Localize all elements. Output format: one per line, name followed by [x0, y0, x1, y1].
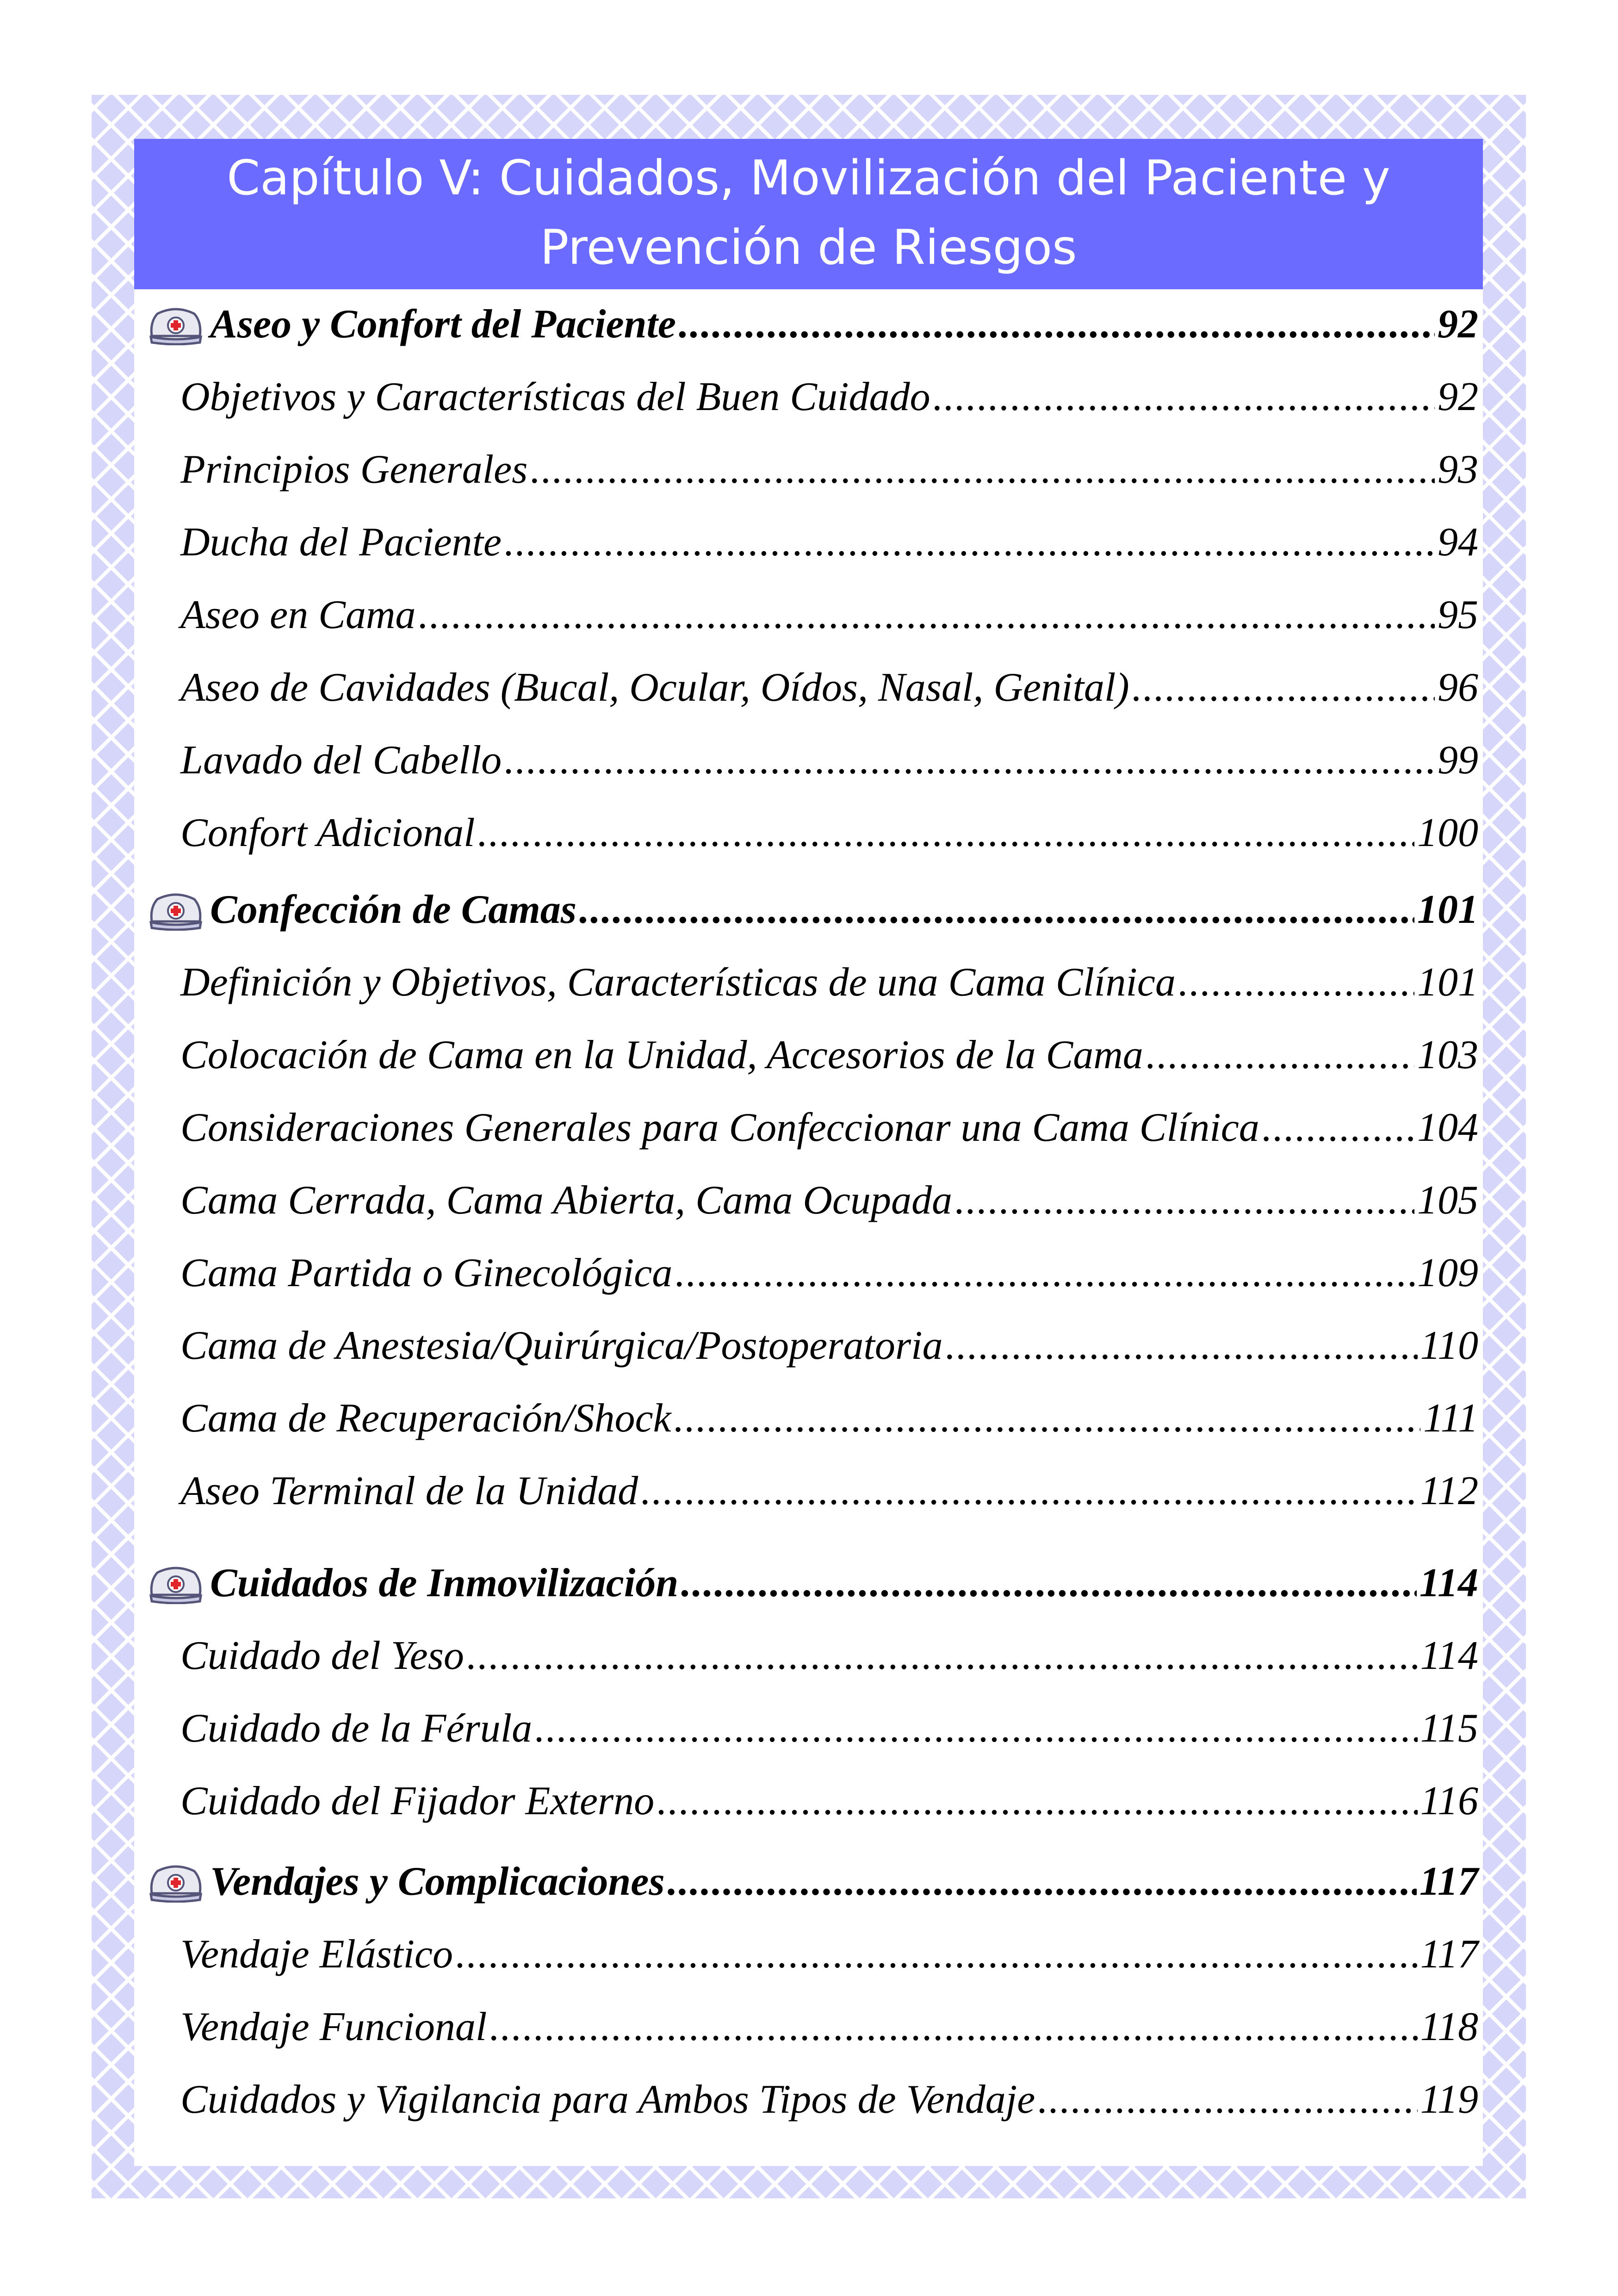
- toc-entry-page-number: 101: [1417, 960, 1478, 1005]
- toc-entry-title: Vendaje Funcional: [180, 2004, 487, 2049]
- dot-leader: [1038, 2076, 1417, 2123]
- toc-entry-page-number: 118: [1420, 2004, 1478, 2049]
- dot-leader: [955, 1177, 1414, 1224]
- toc-entry-page-number: 96: [1438, 665, 1478, 710]
- toc-section-page-number: 101: [1417, 887, 1478, 932]
- toc-section-title: Confección de Camas: [210, 887, 577, 932]
- dot-leader: [467, 1632, 1418, 1679]
- dot-leader: [1262, 1104, 1414, 1151]
- toc-entry-title: Aseo de Cavidades (Bucal, Ocular, Oídos, Nasal, Genital): [180, 665, 1129, 710]
- dot-leader: [418, 591, 1435, 638]
- dot-leader: [579, 886, 1414, 933]
- dot-leader: [641, 1468, 1417, 1514]
- toc-entry[interactable]: [180, 959, 1478, 1006]
- toc-entry[interactable]: [180, 1632, 1478, 1679]
- toc-entry-page-number: 111: [1423, 1396, 1478, 1441]
- toc-entry-title: Cama Cerrada, Cama Abierta, Cama Ocupada: [180, 1178, 952, 1223]
- toc-entry-title: Cuidado de la Férula: [180, 1706, 533, 1751]
- toc-section-heading[interactable]: [148, 1858, 1478, 1905]
- toc-entry-page-number: 110: [1420, 1323, 1478, 1368]
- toc-entry[interactable]: [180, 1104, 1478, 1151]
- dot-leader: [504, 737, 1435, 784]
- toc-entry[interactable]: [180, 1032, 1478, 1078]
- toc-entry-title: Consideraciones Generales para Confeccionar una Cama Clínica: [180, 1105, 1259, 1150]
- toc-entry[interactable]: [180, 591, 1478, 638]
- toc-section-heading[interactable]: [148, 886, 1478, 933]
- toc-entry-page-number: 94: [1438, 520, 1478, 565]
- dot-leader: [946, 1322, 1418, 1369]
- toc-entry-page-number: 119: [1420, 2077, 1478, 2122]
- toc-entry-page-number: 103: [1417, 1033, 1478, 1077]
- toc-entry-title: Vendaje Elástico: [180, 1932, 453, 1977]
- toc-entry[interactable]: [180, 1177, 1478, 1224]
- toc-entry[interactable]: [180, 2076, 1478, 2123]
- nurse-cap-icon: [148, 889, 204, 931]
- nurse-cap-icon: [148, 304, 204, 345]
- toc-entry-page-number: 99: [1438, 738, 1478, 783]
- dot-leader: [657, 1778, 1417, 1824]
- toc-entry-title: Principios Generales: [180, 447, 528, 492]
- toc-entry-title: Aseo Terminal de la Unidad: [180, 1468, 639, 1513]
- toc-entry-page-number: 92: [1438, 374, 1478, 419]
- toc-entry[interactable]: [180, 1250, 1478, 1296]
- toc-entry-title: Confort Adicional: [180, 810, 475, 855]
- toc-section-title: Vendajes y Complicaciones: [210, 1859, 665, 1904]
- dot-leader: [933, 373, 1435, 420]
- toc-entry-title: Colocación de Cama en la Unidad, Accesorios de la Cama: [180, 1033, 1143, 1077]
- dot-leader: [1178, 959, 1414, 1006]
- dot-leader: [535, 1705, 1417, 1752]
- toc-entry-page-number: 116: [1420, 1779, 1478, 1823]
- toc-entry-title: Definición y Objetivos, Características de una Cama Clínica: [180, 960, 1176, 1005]
- toc-entry-title: Cama de Anestesia/Quirúrgica/Postoperatoria: [180, 1323, 943, 1368]
- toc-entry-title: Cama Partida o Ginecológica: [180, 1251, 673, 1295]
- toc-entry-page-number: 112: [1420, 1468, 1478, 1513]
- toc-entry[interactable]: [180, 1705, 1478, 1752]
- dot-leader: [504, 519, 1435, 566]
- toc-section-heading[interactable]: [148, 301, 1478, 348]
- toc-entry[interactable]: [180, 1931, 1478, 1978]
- nurse-cap-icon: [148, 1562, 204, 1604]
- toc-section-page-number: 114: [1419, 1561, 1478, 1605]
- toc-section-page-number: 117: [1419, 1859, 1478, 1904]
- dot-leader: [668, 1858, 1417, 1905]
- toc-entry-title: Aseo en Cama: [180, 592, 416, 637]
- chapter-title-line-1: Capítulo V: Cuidados, Movilización del Paciente y: [227, 150, 1390, 206]
- toc-entry[interactable]: [180, 664, 1478, 711]
- dot-leader: [477, 809, 1414, 856]
- toc-entry-page-number: 100: [1417, 810, 1478, 855]
- toc-entry[interactable]: [180, 1468, 1478, 1514]
- toc-entry-page-number: 93: [1438, 447, 1478, 492]
- toc-entry-title: Cama de Recuperación/Shock: [180, 1396, 671, 1441]
- dot-leader: [1132, 664, 1435, 711]
- toc-entry-page-number: 114: [1420, 1633, 1478, 1678]
- toc-entry-page-number: 117: [1420, 1932, 1478, 1977]
- toc-entry-page-number: 95: [1438, 592, 1478, 637]
- toc-entry-page-number: 104: [1417, 1105, 1478, 1150]
- toc-entry-page-number: 109: [1417, 1251, 1478, 1295]
- dot-leader: [1146, 1032, 1414, 1078]
- dot-leader: [681, 1560, 1417, 1606]
- toc-entry-title: Cuidados y Vigilancia para Ambos Tipos de Vendaje: [180, 2077, 1035, 2122]
- dot-leader: [530, 446, 1435, 493]
- toc-entry[interactable]: [180, 519, 1478, 566]
- toc-entry-page-number: 105: [1417, 1178, 1478, 1223]
- toc-section-title: Cuidados de Inmovilización: [210, 1561, 679, 1605]
- nurse-cap-icon: [148, 1861, 204, 1903]
- toc-entry-title: Objetivos y Características del Buen Cuidado: [180, 374, 930, 419]
- chapter-header: [134, 139, 1483, 289]
- dot-leader: [679, 301, 1435, 348]
- toc-entry[interactable]: [180, 446, 1478, 493]
- dot-leader: [490, 2004, 1417, 2050]
- toc-entry[interactable]: [180, 1395, 1478, 1442]
- toc-entry-page-number: 115: [1420, 1706, 1478, 1751]
- toc-entry[interactable]: [180, 1322, 1478, 1369]
- toc-entry-title: Lavado del Cabello: [180, 738, 502, 783]
- toc-section-heading[interactable]: [148, 1560, 1478, 1606]
- dot-leader: [456, 1931, 1418, 1978]
- toc-section-title: Aseo y Confort del Paciente: [210, 302, 676, 347]
- toc-entry[interactable]: [180, 2004, 1478, 2050]
- dot-leader: [674, 1395, 1421, 1442]
- dot-leader: [675, 1250, 1414, 1296]
- toc-entry-title: Ducha del Paciente: [180, 520, 502, 565]
- toc-entry-title: Cuidado del Yeso: [180, 1633, 464, 1678]
- chapter-title-line-2: Prevención de Riesgos: [540, 220, 1077, 275]
- toc-entry-title: Cuidado del Fijador Externo: [180, 1779, 655, 1823]
- toc-entry[interactable]: [180, 737, 1478, 784]
- toc-entry[interactable]: [180, 809, 1478, 856]
- toc-entry[interactable]: [180, 1778, 1478, 1824]
- toc-section-page-number: 92: [1438, 302, 1478, 347]
- toc-entry[interactable]: [180, 373, 1478, 420]
